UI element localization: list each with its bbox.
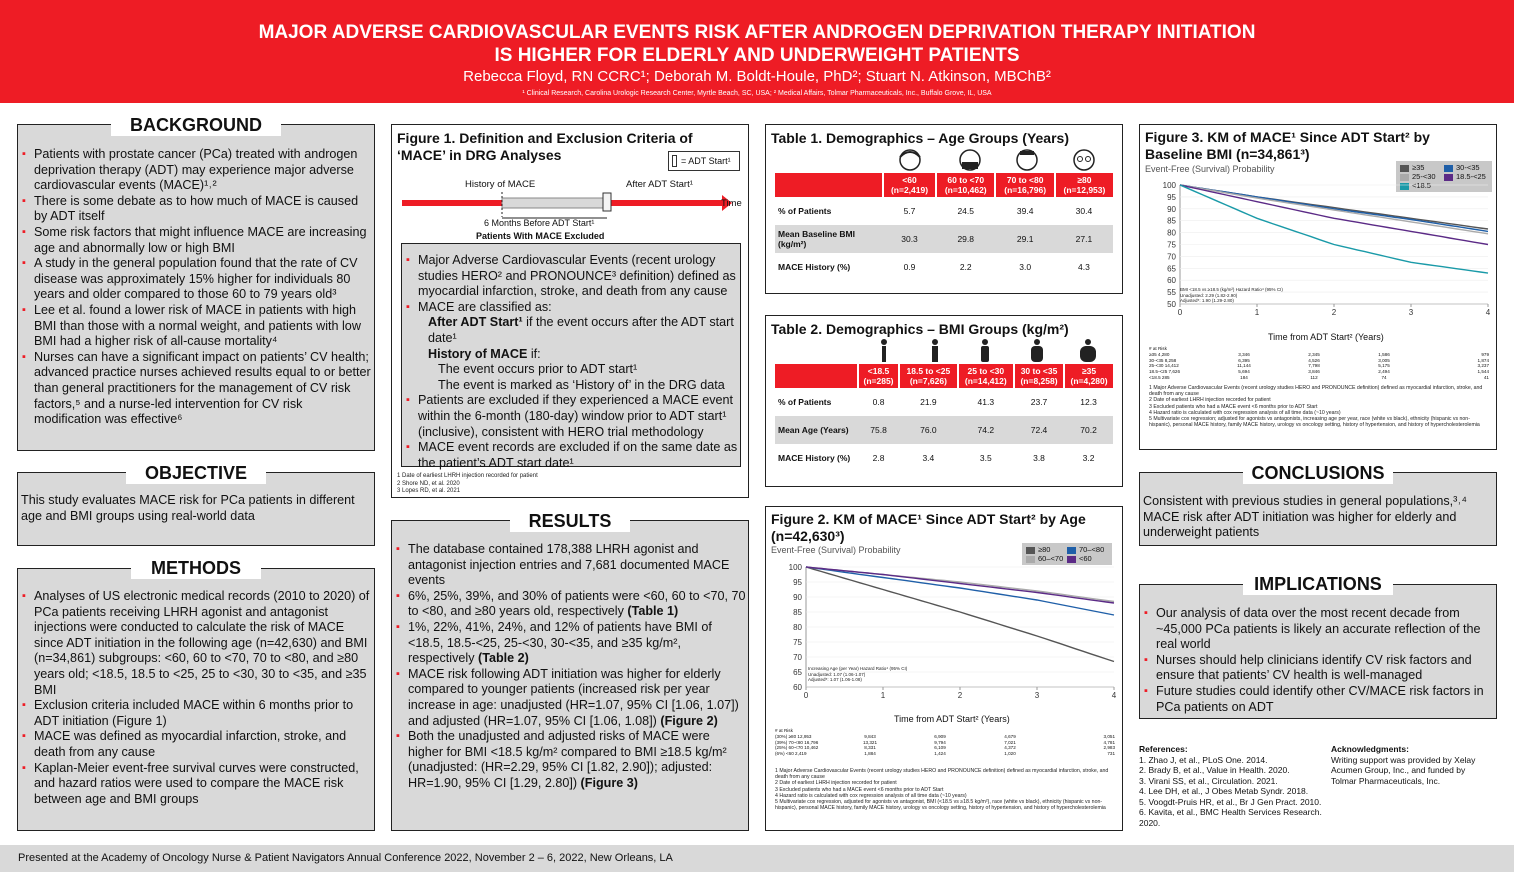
hr-unadjusted: Unadjusted: 1.07 (1.06-1.07) [808, 671, 866, 677]
result-text: MACE risk following ADT initiation was higher for elderly compared to younger patients (increased risk per year increase in age: unadjusted (HR=1.07, 95% CI [1.06, 1.07]) and adjusted (HR=1.07, 95% CI [1.06, 1.08]) [408, 666, 739, 728]
risk-cell: 4,526 [1308, 357, 1320, 363]
footnote: 5 Multivariate cox regression, adjusted for agonists vs antagonist, BMI (<18.5 vs ≥18.5 kg/m²), race (white vs black), ethnicity (hispanic vs non-hispanic), personal MACE history, family MACE history, urology vs oncology setting, history of hypertension, and history of hypercholesterolemia [775, 799, 1106, 812]
list-item: ▪ MACE was defined as myocardial infarction, stroke, and death from any cause [21, 729, 373, 760]
table-cell: 3.0 [1019, 262, 1032, 272]
legend-label: 25-<30 [1412, 172, 1436, 181]
figure3-chart [1140, 177, 1498, 327]
legend-label: ≥35 [1412, 163, 1425, 172]
footnote: 3 Lopes RD, et al. 2021 [397, 488, 461, 494]
young-face-icon [900, 150, 920, 170]
result-text: 1%, 22%, 41%, 24%, and 12% of patients have BMI of <18.5, 18.5-<25, 25-<30, 30-<35, and ≥35 kg/m², respectively [408, 619, 712, 666]
risk-cell: 8,331 [864, 745, 876, 751]
footnote: 1 Major Adverse Cardiovascular Events (recent urology studies HERO and PRONOUNCE definition) defined as myocardial infarction, stroke, and death from any cause [1149, 385, 1483, 398]
list-item [405, 300, 739, 394]
risk-cell: (39%) 70-<80 16,796 [775, 739, 819, 745]
list-item [21, 698, 373, 729]
risk-cell: 4,781 [1103, 739, 1115, 745]
km-curve-3035 [1180, 185, 1488, 231]
footnote: 2 Date of earliest LHRH injection recorded for patient [775, 780, 897, 787]
y-tick-label: 85 [1167, 216, 1176, 226]
risk-cell: 18.5-<25 7,626 [1149, 369, 1181, 375]
table2-panel [765, 315, 1123, 487]
table1-title: Table 1. Demographics – Age Groups (Years) [771, 130, 1069, 146]
risk-cell: 7,021 [1004, 739, 1016, 745]
list-item [395, 620, 747, 667]
hr-adjusted: Adjusted⁵: 1.90 (1.29-2.80) [1180, 298, 1234, 303]
age-face-icons [766, 145, 1124, 175]
table-cell: 23.7 [1030, 397, 1048, 407]
risk-cell: 2,494 [1378, 369, 1390, 375]
table-row [775, 197, 1113, 225]
legend-label: 60–<70 [1038, 554, 1064, 563]
x-tick-label: 4 [1111, 691, 1117, 700]
affiliations: ¹ Clinical Research, Carolina Urologic Research Center, Myrtle Beach, SC, USA; ² Medical Affairs, Tolmar Pharmaceuticals, Inc., Buffalo Grove, IL, USA [522, 90, 992, 97]
list-item: ▪ A study in the general population found that the rate of CV disease was approximately 15% higher for individuals 80 years and older compared to those 60 to 79 years old³ [21, 256, 373, 303]
footnote: 2 Date of earliest LHRH injection recorded for patient [1149, 397, 1271, 404]
adt-legend [668, 151, 740, 171]
footnote: 4 Hazard ratio is calculated with cox regression analysis of all time data (~10 years) [775, 792, 967, 799]
risk-cell: 13,321 [862, 739, 878, 745]
x-tick-label: 3 [1408, 308, 1414, 317]
y-tick-label: 75 [1167, 240, 1176, 250]
list-item: ▪ Nurses can have a significant impact on patients’ CV health; advanced practice nurses achieved results equal to or better than general practitioners for the management of CV risk factors,⁵ and a nurse-led intervention for CV risk modification was effective⁶ [21, 350, 373, 428]
column-header: 25 to <30 (n=14,412) [958, 364, 1014, 388]
figure2-ylabel: Event-Free (Survival) Probability [771, 545, 901, 555]
risk-cell: 9,843 [864, 733, 876, 739]
table-header-row [775, 173, 1113, 197]
table-cell: 70.2 [1064, 416, 1113, 444]
hr-unadjusted: Unadjusted: 2.29 (1.82-2.90) [1180, 292, 1238, 298]
y-tick-label: 80 [793, 623, 802, 632]
table-cell: 3.4 [922, 453, 935, 463]
risk-label: # at Risk [775, 728, 793, 733]
table-header-row [775, 364, 1113, 388]
result-text: 6%, 25%, 39%, and 30% of patients were <60, 60 to <70, 70 to <80, and ≥80 years old, respectively [408, 588, 746, 619]
sub-item-history [418, 347, 739, 363]
risk-cell: ≥35 4,280 [1149, 351, 1170, 357]
figure2-title: Figure 2. KM of MACE¹ Since ADT Start² by Age (n=42,630³) [771, 511, 1086, 544]
y-tick-label: 90 [1167, 204, 1176, 214]
figure3-hr-note [1180, 287, 1283, 304]
methods-exclusion-text: Exclusion criteria included MACE within 6 months prior to ADT initiation (Figure 1) [34, 698, 354, 728]
obese-person-icon [1031, 339, 1043, 362]
reference-item: 5. Voogdt-Pruis HR, et al., Br J Gen Pract. 2010. [1139, 796, 1322, 807]
table2-ref: (Table 2) [474, 651, 529, 666]
x-tick-label: 0 [803, 691, 809, 700]
risk-cell: (25%) 60-<70 10,462 [775, 745, 819, 751]
elderly-face-icon [1074, 150, 1094, 170]
column-header: <18.5 (n=285) [858, 364, 899, 388]
risk-cell: 5,694 [1238, 369, 1250, 375]
legend-item [1026, 545, 1067, 554]
risk-cell: 3,005 [1378, 357, 1390, 363]
legend-swatch [1400, 165, 1409, 172]
history-bold: History of MACE [428, 346, 528, 361]
authors: Rebecca Floyd, RN CCRC¹; Deborah M. Boldt-Houle, PhD²; Stuart N. Atkinson, MBChB² [463, 68, 1051, 85]
column-header: ≥35 (n=4,280) [1064, 364, 1113, 388]
list-item: ▪ Our analysis of data over the most recent decade from ~45,000 PCa patients is likely an accurate reflection of the real world [1143, 606, 1495, 653]
methods-panel [17, 568, 375, 831]
reference-item: 2. Brady B, et al., Value in Health. 2020. [1139, 765, 1290, 775]
x-tick-label: 0 [1177, 308, 1183, 317]
table-cell: 76.0 [899, 416, 958, 444]
sub-item-a: The event occurs prior to ADT start¹ [438, 362, 638, 377]
table-cell: 29.1 [995, 225, 1054, 253]
risk-cell: 3,846 [1308, 369, 1320, 375]
y-tick-label: 50 [1167, 300, 1176, 309]
y-tick-label: 95 [1167, 192, 1176, 202]
acknowledgments [1331, 744, 1491, 786]
x-tick-label: 2 [1331, 308, 1337, 317]
km-curve-18525 [1180, 185, 1488, 245]
classified-text: MACE are classified as: [418, 299, 552, 314]
row-label: % of Patients [778, 397, 832, 407]
acknowledgments-title: Acknowledgments: [1331, 744, 1409, 754]
figure3-title: Figure 3. KM of MACE¹ Since ADT Start² by Baseline BMI (n=34,861³) [1145, 129, 1430, 162]
time-label: Time [721, 198, 742, 209]
table-row [775, 416, 1113, 444]
risk-cell: 1,020 [1004, 751, 1016, 757]
reference-item: 3. Virani SS, et al., Circulation. 2021. [1139, 775, 1278, 786]
risk-cell: 979 [1481, 351, 1489, 357]
figure1-title-line1: Figure 1. Definition and Exclusion Criteria of [397, 130, 693, 146]
conclusions-heading: CONCLUSIONS [1243, 462, 1393, 484]
results-panel [391, 520, 749, 831]
table2 [775, 364, 1113, 472]
legend-label: 70–<80 [1079, 545, 1105, 554]
window-label: 6 Months Before ADT Start¹ [484, 218, 595, 228]
legend-label: <18.5 [1412, 181, 1431, 190]
row-label: Mean Baseline BMI (kg/m²) [775, 225, 883, 253]
list-item: ▪ Some risk factors that might influence MACE are increasing age and abnormally low or high BMI [21, 225, 373, 256]
risk-row [775, 751, 1115, 757]
legend-item [1400, 163, 1444, 172]
list-item: ▪ Lee et al. found a lower risk of MACE in patients with high BMI than those with a normal weight, and patients with low BMI had a higher risk of all-cause mortality⁴ [21, 303, 373, 350]
km-curve-80 [806, 567, 1114, 662]
implications-panel [1139, 584, 1497, 719]
history-rest: if: [527, 346, 541, 361]
legend-item [1067, 545, 1108, 554]
objective-heading: OBJECTIVE [126, 462, 266, 484]
column-header: 18.5 to <25 (n=7,626) [899, 364, 958, 388]
list-item: ▪ Patients with prostate cancer (PCa) treated with androgen deprivation therapy (ADT) may experience major adverse cardiovascular events (MACE)¹˒² [21, 147, 373, 194]
figure3-ref: (Figure 3) [577, 775, 638, 790]
legend-swatch [1067, 547, 1076, 554]
risk-cell: 1,874 [1477, 357, 1489, 363]
excluded-label: Patients With MACE Excluded [476, 231, 605, 241]
after-rest: if the event occurs after the ADT start date¹ [428, 315, 734, 345]
y-tick-label: 55 [1167, 288, 1176, 298]
footnote: 4 Hazard ratio is calculated with cox regression analysis of all time data (~10 years) [1149, 409, 1341, 416]
table-cell: 30.4 [1075, 206, 1093, 216]
table-cell: 39.4 [1016, 206, 1034, 216]
hr-note: BMI <18.5 vs ≥18.5 (kg/m²) Hazard Ratio⁴ (95% CI) [1180, 287, 1283, 292]
risk-cell: 112 [1310, 374, 1318, 380]
objective-text: This study evaluates MACE risk for PCa patients in different age and BMI groups using real-world data [21, 493, 355, 523]
reference-item: 6. Kavita, et al., BMC Health Services Research. 2020. [1139, 807, 1322, 828]
table-cell: 24.5 [957, 206, 974, 216]
risk-cell: 1,586 [1378, 351, 1390, 357]
background-panel [17, 124, 375, 451]
conclusions-text: Consistent with previous studies in general populations,³˒⁴ MACE risk after ADT initiation was higher for elderly and underweight patients [1143, 494, 1467, 540]
risk-cell: 1,884 [864, 751, 876, 757]
hr-note: Increasing Age (per Year) Hazard Ratio⁴ (95% CI) [808, 666, 908, 671]
table-cell: 41.3 [977, 397, 995, 407]
risk-cell: 4,679 [1004, 733, 1016, 739]
risk-cell: 9,794 [934, 739, 946, 745]
list-item: ▪ There is some debate as to how much of MACE is caused by ADT itself [21, 194, 373, 225]
syringe-icon [603, 193, 611, 211]
table-row [775, 253, 1113, 281]
figure1-footnotes [397, 473, 538, 496]
risk-cell: 3,051 [1103, 733, 1115, 739]
list-item: ▪ Kaplan-Meier event-free survival curves were constructed, and hazard ratios were used to compare the MACE risk between age and BMI groups [21, 761, 373, 808]
risk-cell: <18.5 285 [1149, 374, 1170, 380]
table-row [775, 225, 1113, 253]
figure1-panel [391, 124, 749, 498]
table-cell: 75.8 [858, 416, 899, 444]
risk-cell: 11,144 [1237, 363, 1251, 369]
risk-cell: (30%) ≥80 12,953 [775, 733, 812, 739]
list-item: ▪ Nurses should help clinicians identify CV risk factors and ensure that patients’ CV health is well-managed [1143, 653, 1495, 684]
footnote: 1 Date of earliest LHRH injection recorded for patient [397, 473, 538, 479]
y-tick-label: 95 [793, 578, 802, 587]
x-tick-label: 3 [1034, 691, 1040, 700]
risk-cell: 2,345 [1308, 351, 1320, 357]
legend-item [1444, 163, 1488, 172]
after-label: After ADT Start¹ [626, 179, 693, 190]
table-cell: 12.3 [1080, 397, 1097, 407]
footnote: 5 Multivariate cox regression; adjusted for agonists vs antagonists, increasing age per year, race (white vs black), ethnicity (hispanic vs non-hispanic), personal MACE history, family MACE history, urology vs oncology setting, history of hypertension, and history of hypercholesterolemia [1149, 416, 1480, 429]
risk-cell: 7,798 [1308, 363, 1320, 369]
footnote: 1 Major Adverse Cardiovascular Events (recent urology studies HERO and PRONOUNCE definition) defined as myocardial infarction, stroke, and death from any cause [775, 768, 1109, 781]
legend-swatch [1026, 547, 1035, 554]
x-tick-label: 4 [1485, 308, 1491, 317]
legend-label: <60 [1079, 554, 1092, 563]
figure3-xlabel: Time from ADT Start² (Years) [1268, 332, 1384, 342]
figure3-panel [1139, 124, 1497, 450]
table-cell: 4.3 [1078, 262, 1090, 272]
figure2-risk-table [775, 728, 1115, 757]
legend-swatch [1444, 165, 1453, 172]
risk-cell: 6,109 [934, 745, 946, 751]
table-cell: 72.4 [1014, 416, 1064, 444]
y-tick-label: 100 [788, 563, 802, 572]
table-cell: 3.2 [1082, 453, 1095, 463]
history-label: History of MACE [465, 179, 536, 190]
table-cell: 2.8 [872, 453, 885, 463]
figure2-chart [766, 559, 1124, 729]
adt-legend-label: = ADT Start¹ [681, 156, 731, 166]
table-row [775, 444, 1113, 472]
risk-cell: 6,909 [934, 733, 946, 739]
column-header: ≥80 (n=12,953) [1055, 173, 1113, 197]
column-header: <60 (n=2,419) [883, 173, 936, 197]
risk-cell: 41 [1483, 374, 1489, 380]
figure1-title-line2: ‘MACE’ in DRG Analyses [397, 147, 562, 163]
results-heading: RESULTS [510, 510, 630, 532]
table-cell: 0.9 [903, 262, 916, 272]
risk-cell: 5,175 [1378, 363, 1390, 369]
footnote: 3 Excluded patients who had a MACE event <6 months prior to ADT Start [775, 786, 944, 793]
y-tick-label: 70 [1167, 252, 1176, 262]
poster-header [0, 0, 1514, 103]
table-corner [775, 173, 883, 197]
y-tick-label: 65 [1167, 264, 1176, 274]
older-face-icon [1017, 150, 1037, 170]
risk-cell: 25-<30 14,412 [1149, 363, 1179, 369]
list-item: ▪ Patients are excluded if they experienced a MACE event within the 6-month (180-day) window prior to ADT start¹ (inclusive), consistent with HERO trial methodology [405, 393, 739, 440]
overweight-person-icon [981, 339, 989, 362]
body-size-icons [766, 338, 1124, 364]
table-cell: 21.9 [920, 397, 937, 407]
table-cell: 3.5 [979, 453, 992, 463]
risk-cell: 30-<35 8,258 [1149, 357, 1177, 363]
thin-person-icon [881, 339, 887, 362]
y-tick-label: 70 [793, 653, 802, 662]
risk-row [1149, 375, 1489, 381]
km-curve-2530 [1180, 185, 1488, 234]
reference-item: 1. Zhao J, et al., PLoS One. 2014. [1139, 754, 1268, 765]
sub-item-b: The event is marked as ‘History of’ in the DRG data [438, 377, 725, 392]
figure2-hr-note [808, 666, 907, 683]
risk-cell: 731 [1107, 751, 1115, 757]
km-curve-7080 [806, 567, 1114, 615]
table1 [775, 173, 1113, 281]
table-cell: 5.7 [903, 206, 916, 216]
row-label: Mean Age (Years) [775, 416, 858, 444]
km-curve-60 [806, 567, 1114, 603]
background-heading: BACKGROUND [111, 114, 281, 136]
risk-cell: 2,983 [1103, 745, 1115, 751]
results-list [395, 542, 747, 792]
poster-title-line2: IS HIGHER FOR ELDERLY AND UNDERWEIGHT PATIENTS [494, 45, 1020, 66]
syringe-icon [672, 155, 677, 167]
table-cell: 30.3 [883, 225, 936, 253]
table-corner [775, 364, 858, 388]
x-tick-label: 2 [957, 691, 963, 700]
x-tick-label: 1 [880, 691, 886, 700]
list-item: ▪ Major Adverse Cardiovascular Events (recent urology studies HERO² and PRONOUNCE³ definition) defined as myocardial infarction, stroke, and death from any cause [405, 253, 739, 300]
table2-title: Table 2. Demographics – BMI Groups (kg/m²) [771, 321, 1069, 337]
figure3-risk-table [1149, 346, 1489, 381]
table1-panel [765, 124, 1123, 294]
figure2-footnotes [775, 768, 1110, 811]
sub-item-after [418, 315, 739, 346]
legend-label: 30-<35 [1456, 163, 1480, 172]
methods-heading: METHODS [131, 557, 261, 579]
y-tick-label: 60 [1167, 276, 1176, 286]
list-item [395, 667, 747, 729]
risk-label: # at Risk [1149, 346, 1167, 351]
risk-cell: 3,346 [1238, 351, 1250, 357]
risk-cell: 6,395 [1238, 357, 1250, 363]
legend-label: ≥80 [1038, 545, 1051, 554]
result-text: Both the unadjusted and adjusted risks of MACE were higher for BMI <18.5 kg/m² compared to BMI ≥18.5 kg/m² (unadjusted: (HR=2.29, 95% CI [1.82, 2.90]); adjusted: HR=1.90, 95% CI [1.29, 2.80]) [408, 729, 727, 790]
after-bold: After ADT Start¹ [428, 315, 523, 330]
middle-face-icon [960, 150, 980, 170]
list-item: ▪ Analyses of US electronic medical records (2010 to 2020) of PCa patients receiving LHRH agonist and antagonist injections were conducted to calculate the risk of MACE since ADT initiation in the following age (n=42,630) and BMI (n=34,861) subgroups: <60, 60 to <70, 70 to <80, and ≥80 years old; <18.5, 18.5 to <25, 25 to <30, 30 to <35, and ≥35 BMI [21, 589, 373, 698]
implications-list [1143, 606, 1495, 715]
implications-heading: IMPLICATIONS [1243, 573, 1393, 595]
y-tick-label: 60 [793, 683, 802, 692]
reference-item: 4. Lee DH, et al., J Obes Metab Syndr. 2018. [1139, 786, 1309, 796]
figure2-panel [765, 506, 1123, 831]
risk-cell: 1,544 [1477, 369, 1489, 375]
legend-label: 18.5-<25 [1456, 172, 1486, 181]
list-item: ▪ The database contained 178,388 LHRH agonist and antagonist injection entries and 7,681 documented MACE events [395, 542, 747, 589]
risk-cell: 74 [1381, 374, 1387, 380]
row-label: MACE History (%) [778, 262, 851, 272]
table-cell: 3.8 [1033, 453, 1045, 463]
references [1139, 744, 1324, 828]
y-tick-label: 85 [793, 608, 802, 617]
y-tick-label: 65 [793, 668, 802, 677]
list-item [395, 589, 747, 620]
risk-cell: 3,237 [1477, 363, 1489, 369]
background-list [21, 147, 373, 428]
y-tick-label: 100 [1162, 181, 1176, 190]
severely-obese-person-icon [1080, 339, 1096, 362]
table-cell: 29.8 [936, 225, 995, 253]
y-tick-label: 75 [793, 638, 802, 647]
figure1-definitions-box [401, 243, 741, 470]
km-curve-185 [1180, 185, 1488, 273]
y-tick-label: 80 [1167, 228, 1176, 238]
column-header: 70 to <80 (n=16,796) [995, 173, 1054, 197]
x-tick-label: 1 [1254, 308, 1260, 317]
footer: Presented at the Academy of Oncology Nurse & Patient Navigators Annual Conference 2022, November 2 – 6, 2022, New Orleans, LA [0, 845, 1514, 872]
figure2-ref: (Figure 2) [656, 713, 718, 728]
footnote: 2 Shore ND, et al. 2020 [397, 480, 460, 487]
row-label: % of Patients [778, 206, 832, 216]
acknowledgments-text: Writing support was provided by Xelay Acumen Group, Inc., and funded by Tolmar Pharmaceuticals, Inc. [1331, 754, 1476, 786]
normal-person-icon [932, 339, 938, 362]
figure3-ylabel: Event-Free (Survival) Probability [1145, 164, 1275, 174]
table-cell: 27.1 [1055, 225, 1113, 253]
table-cell: 2.2 [959, 262, 972, 272]
list-item: ▪ Future studies could identify other CV/MACE risk factors in PCa patients on ADT [1143, 684, 1495, 715]
y-tick-label: 90 [793, 593, 802, 602]
column-header: 30 to <35 (n=8,258) [1014, 364, 1064, 388]
figure3-footnotes [1149, 385, 1484, 428]
footnote: 3 Excluded patients who had a MACE event <6 months prior to ADT Start [1149, 403, 1318, 410]
table-cell: 0.8 [872, 397, 885, 407]
risk-cell: 4,372 [1004, 745, 1016, 751]
row-label: MACE History (%) [778, 453, 851, 463]
list-item [395, 729, 747, 791]
figure2-xlabel: Time from ADT Start² (Years) [894, 714, 1010, 724]
methods-list [21, 589, 373, 807]
list-item: ▪ MACE event records are excluded if on the same date as the patient’s ADT start date¹ [405, 440, 739, 471]
after-bar [627, 200, 722, 206]
risk-cell: 1,424 [934, 751, 946, 757]
exclusion-window [502, 198, 607, 208]
table-row [775, 388, 1113, 416]
poster-title-line1: MAJOR ADVERSE CARDIOVASCULAR EVENTS RISK AFTER ANDROGEN DEPRIVATION THERAPY INITIATION [258, 22, 1256, 43]
hr-adjusted: Adjusted⁵: 1.07 (1.06-1.08) [808, 677, 862, 682]
risk-cell: 184 [1240, 374, 1248, 380]
references-title: References: [1139, 744, 1188, 754]
table1-ref: (Table 1) [623, 604, 679, 619]
risk-cell: (6%) <60 2,419 [775, 751, 807, 757]
column-header: 60 to <70 (n=10,462) [936, 173, 995, 197]
table-cell: 74.2 [958, 416, 1014, 444]
